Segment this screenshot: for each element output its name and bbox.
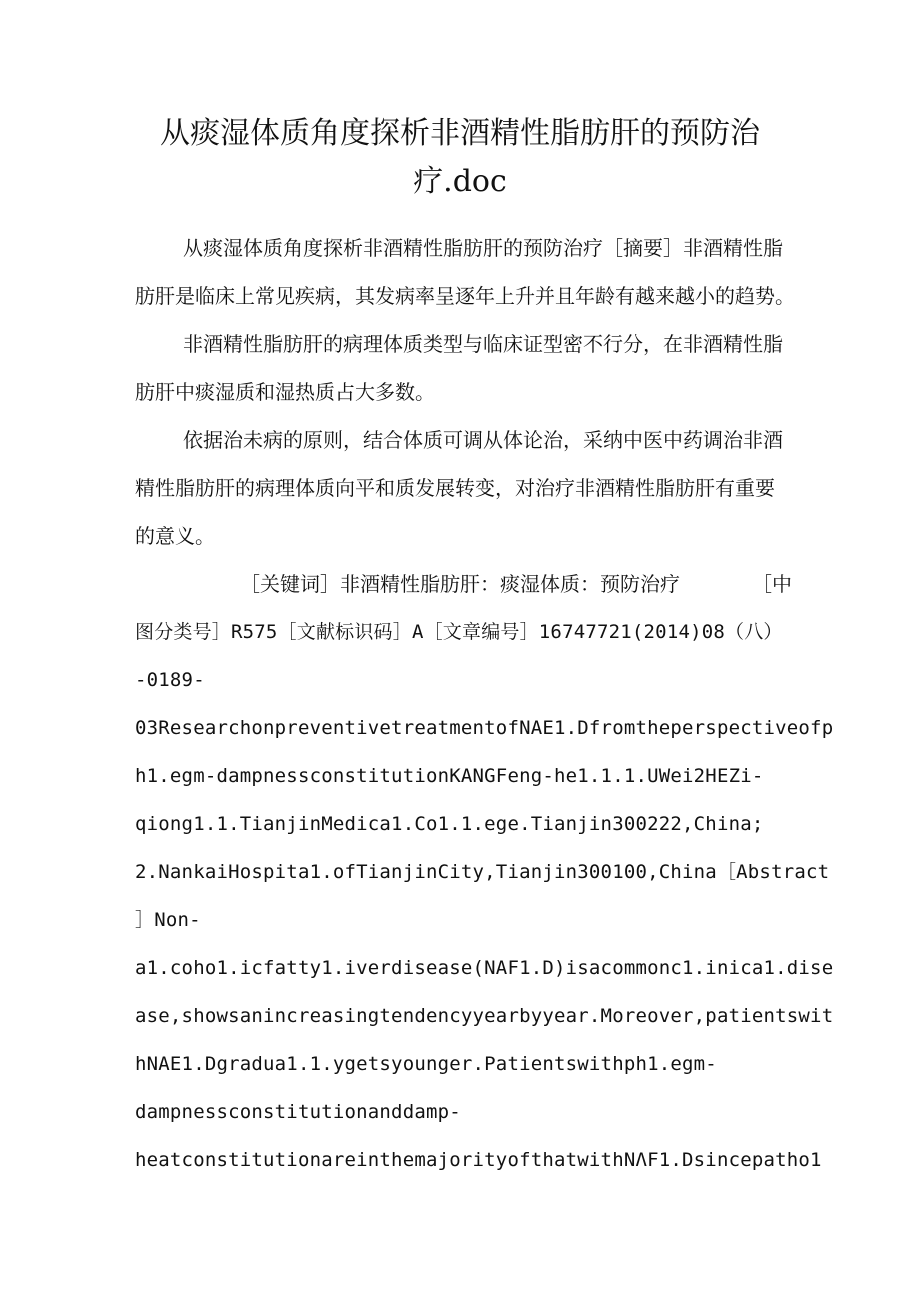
english-abstract-line-3: ase,showsanincreasingtendencyyearbyyear.Moreover,patientswit xyxy=(135,1005,834,1027)
abstract-paragraph-2-line-1: 非酒精性脂肪肝的病理体质类型与临床证型密不行分，在非酒精性脂 xyxy=(183,332,783,356)
classification-page-range: -0189- xyxy=(135,669,205,691)
english-affiliation-line-1: qiong1.1.TianjinMedica1.Co1.1.ege.Tianjin300222,China; xyxy=(135,813,764,835)
abstract-paragraph-2-line-2: 肪肝中痰湿质和湿热质占大多数。 xyxy=(135,380,435,404)
abstract-paragraph-3-line-3: 的意义。 xyxy=(135,524,215,548)
classification-line: 图分类号］R575［文献标识码］A［文章编号］16747721(2014)08（八） xyxy=(135,621,783,643)
english-title-line-1: 03ResearchonpreventivetreatmentofNAE1.Dfromtheperspectiveofp xyxy=(135,717,834,739)
abstract-paragraph-3-line-1: 依据治未病的原则，结合体质可调从体论治，采纳中医中药调治非酒 xyxy=(183,428,783,452)
classification-bracket: ［中 xyxy=(752,572,792,596)
english-affiliation-line-2: 2.NankaiHospita1.ofTianjinCity,Tianjin300100,China［Abstract xyxy=(135,861,830,883)
abstract-paragraph-1-line-1: 从痰湿体质角度探析非酒精性脂肪肝的预防治疗［摘要］非酒精性脂 xyxy=(183,236,783,260)
abstract-paragraph-3-line-2: 精性脂肪肝的病理体质向平和质发展转变，对治疗非酒精性脂肪肝有重要 xyxy=(135,476,775,500)
keywords-line: ［关键词］非酒精性脂肪肝：痰湿体质：预防治疗 xyxy=(240,572,680,596)
english-title-line-2: h1.egm-dampnessconstitutionKANGFeng-he1.1.1.UWei2HEZi- xyxy=(135,765,764,787)
document-title-line-1: 从痰湿体质角度探析非酒精性脂肪肝的预防治 xyxy=(160,116,760,151)
abstract-paragraph-1-line-2: 肪肝是临床上常见疾病，其发病率呈逐年上升并且年龄有越来越小的趋势。 xyxy=(135,284,795,308)
english-abstract-line-6: heatconstitutionareinthemajorityofthatwithNΛF1.Dsincepatho1 xyxy=(135,1149,822,1171)
english-abstract-line-1: ］Non- xyxy=(135,909,201,931)
document-title-line-2: 疗.doc xyxy=(413,164,507,199)
english-abstract-line-4: hNAE1.Dgradua1.1.ygetsyounger.Patientswithph1.egm- xyxy=(135,1053,717,1075)
english-abstract-line-5: dampnessconstitutionanddamp- xyxy=(135,1101,461,1123)
english-abstract-line-2: a1.coho1.icfatty1.iverdisease(NAF1.D)isacommonc1.inica1.dise xyxy=(135,957,834,979)
